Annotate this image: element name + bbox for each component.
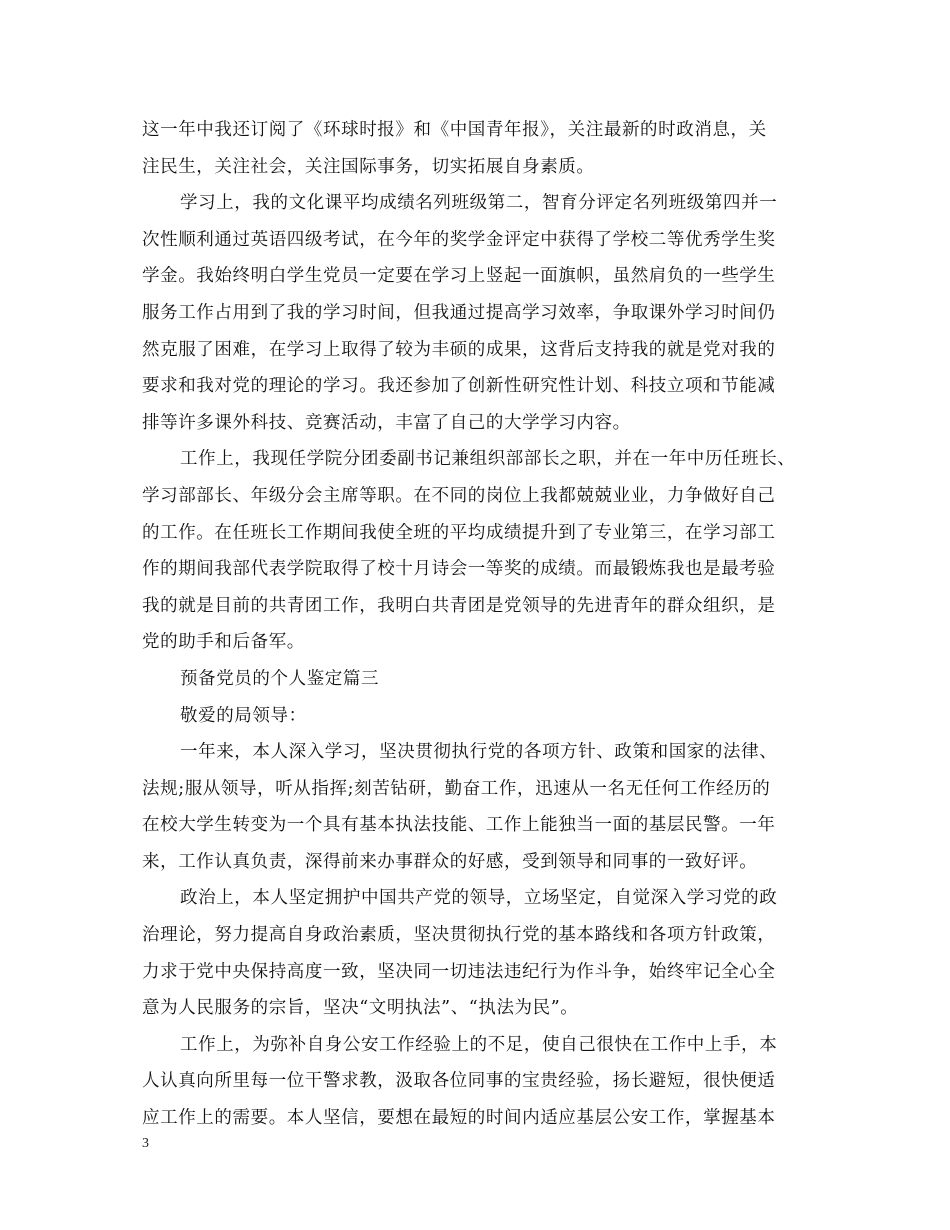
text-line: 力求于党中央保持高度一致，坚决同一切违法违纪行为作斗争，始终牢记全心全	[142, 961, 776, 982]
text-line: 意为人民服务的宗旨，坚决“文明执法”、“执法为民”。	[142, 998, 579, 1019]
text-line: 法规;服从领导，听从指挥;刻苦钻研，勤奋工作，迅速从一名无任何工作经历的	[142, 778, 771, 799]
text-line: 然克服了困难，在学习上取得了较为丰硕的成果，这背后支持我的就是党对我的	[142, 339, 776, 360]
text-line: 服务工作占用到了我的学习时间，但我通过提高学习效率，争取课外学习时间仍	[142, 302, 776, 323]
text-line: 要求和我对党的理论的学习。我还参加了创新性研究性计划、科技立项和节能减	[142, 376, 776, 397]
document-body	[142, 112, 827, 1137]
text-line: 党的助手和后备军。	[142, 632, 305, 653]
text-line: 这一年中我还订阅了《环球时报》和《中国青年报》，关注最新的时政消息，关	[142, 120, 767, 140]
text-line: 注民生，关注社会，关注国际事务，切实拓展自身素质。	[142, 156, 595, 177]
text-line: 的工作。在任班长工作期间我使全班的平均成绩提升到了专业第三，在学习部工	[142, 522, 776, 543]
text-line: 在校大学生转变为一个具有基本执法技能、工作上能独当一面的基层民警。一年	[142, 815, 776, 836]
text-line: 政治上，本人坚定拥护中国共产党的领导，立场坚定，自觉深入学习党的政	[180, 888, 778, 909]
text-line: 学习部部长、年级分会主席等职。在不同的岗位上我都兢兢业业，力争做好自己	[142, 485, 776, 506]
text-line: 学金。我始终明白学生党员一定要在学习上竖起一面旗帜，虽然肩负的一些学生	[142, 266, 776, 287]
text-line: 工作上，为弥补自身公安工作经验上的不足，使自己很快在工作中上手，本	[180, 1034, 778, 1055]
text-line: 我的就是目前的共青团工作，我明白共青团是党领导的先进青年的群众组织，是	[142, 595, 776, 616]
text-line: 排等许多课外科技、竞赛活动，丰富了自己的大学学习内容。	[142, 412, 631, 433]
text-line: 一年来，本人深入学习，坚决贯彻执行党的各项方针、政策和国家的法律、	[180, 742, 778, 763]
text-line: 预备党员的个人鉴定篇三	[180, 668, 380, 689]
text-line: 敬爱的局领导：	[180, 705, 307, 726]
page-number: 3	[142, 1136, 149, 1151]
text-line: 人认真向所里每一位干警求教，汲取各位同事的宝贵经验，扬长避短，很快便适	[142, 1071, 776, 1092]
text-line: 作的期间我部代表学院取得了校十月诗会一等奖的成绩。而最锻炼我也是最考验	[142, 559, 776, 580]
text-line: 来，工作认真负责，深得前来办事群众的好感，受到领导和同事的一致好评。	[142, 851, 758, 872]
text-line: 应工作上的需要。本人坚信，要想在最短的时间内适应基层公安工作，掌握基本	[142, 1108, 776, 1129]
text-line: 学习上，我的文化课平均成绩名列班级第二，智育分评定名列班级第四并一	[180, 193, 778, 214]
text-line: 治理论，努力提高自身政治素质，坚决贯彻执行党的基本路线和各项方针政策，	[142, 925, 776, 946]
text-line: 次性顺利通过英语四级考试，在今年的奖学金评定中获得了学校二等优秀学生奖	[142, 229, 776, 250]
text-line: 工作上，我现任学院分团委副书记兼组织部部长之职，并在一年中历任班长、	[180, 449, 796, 470]
